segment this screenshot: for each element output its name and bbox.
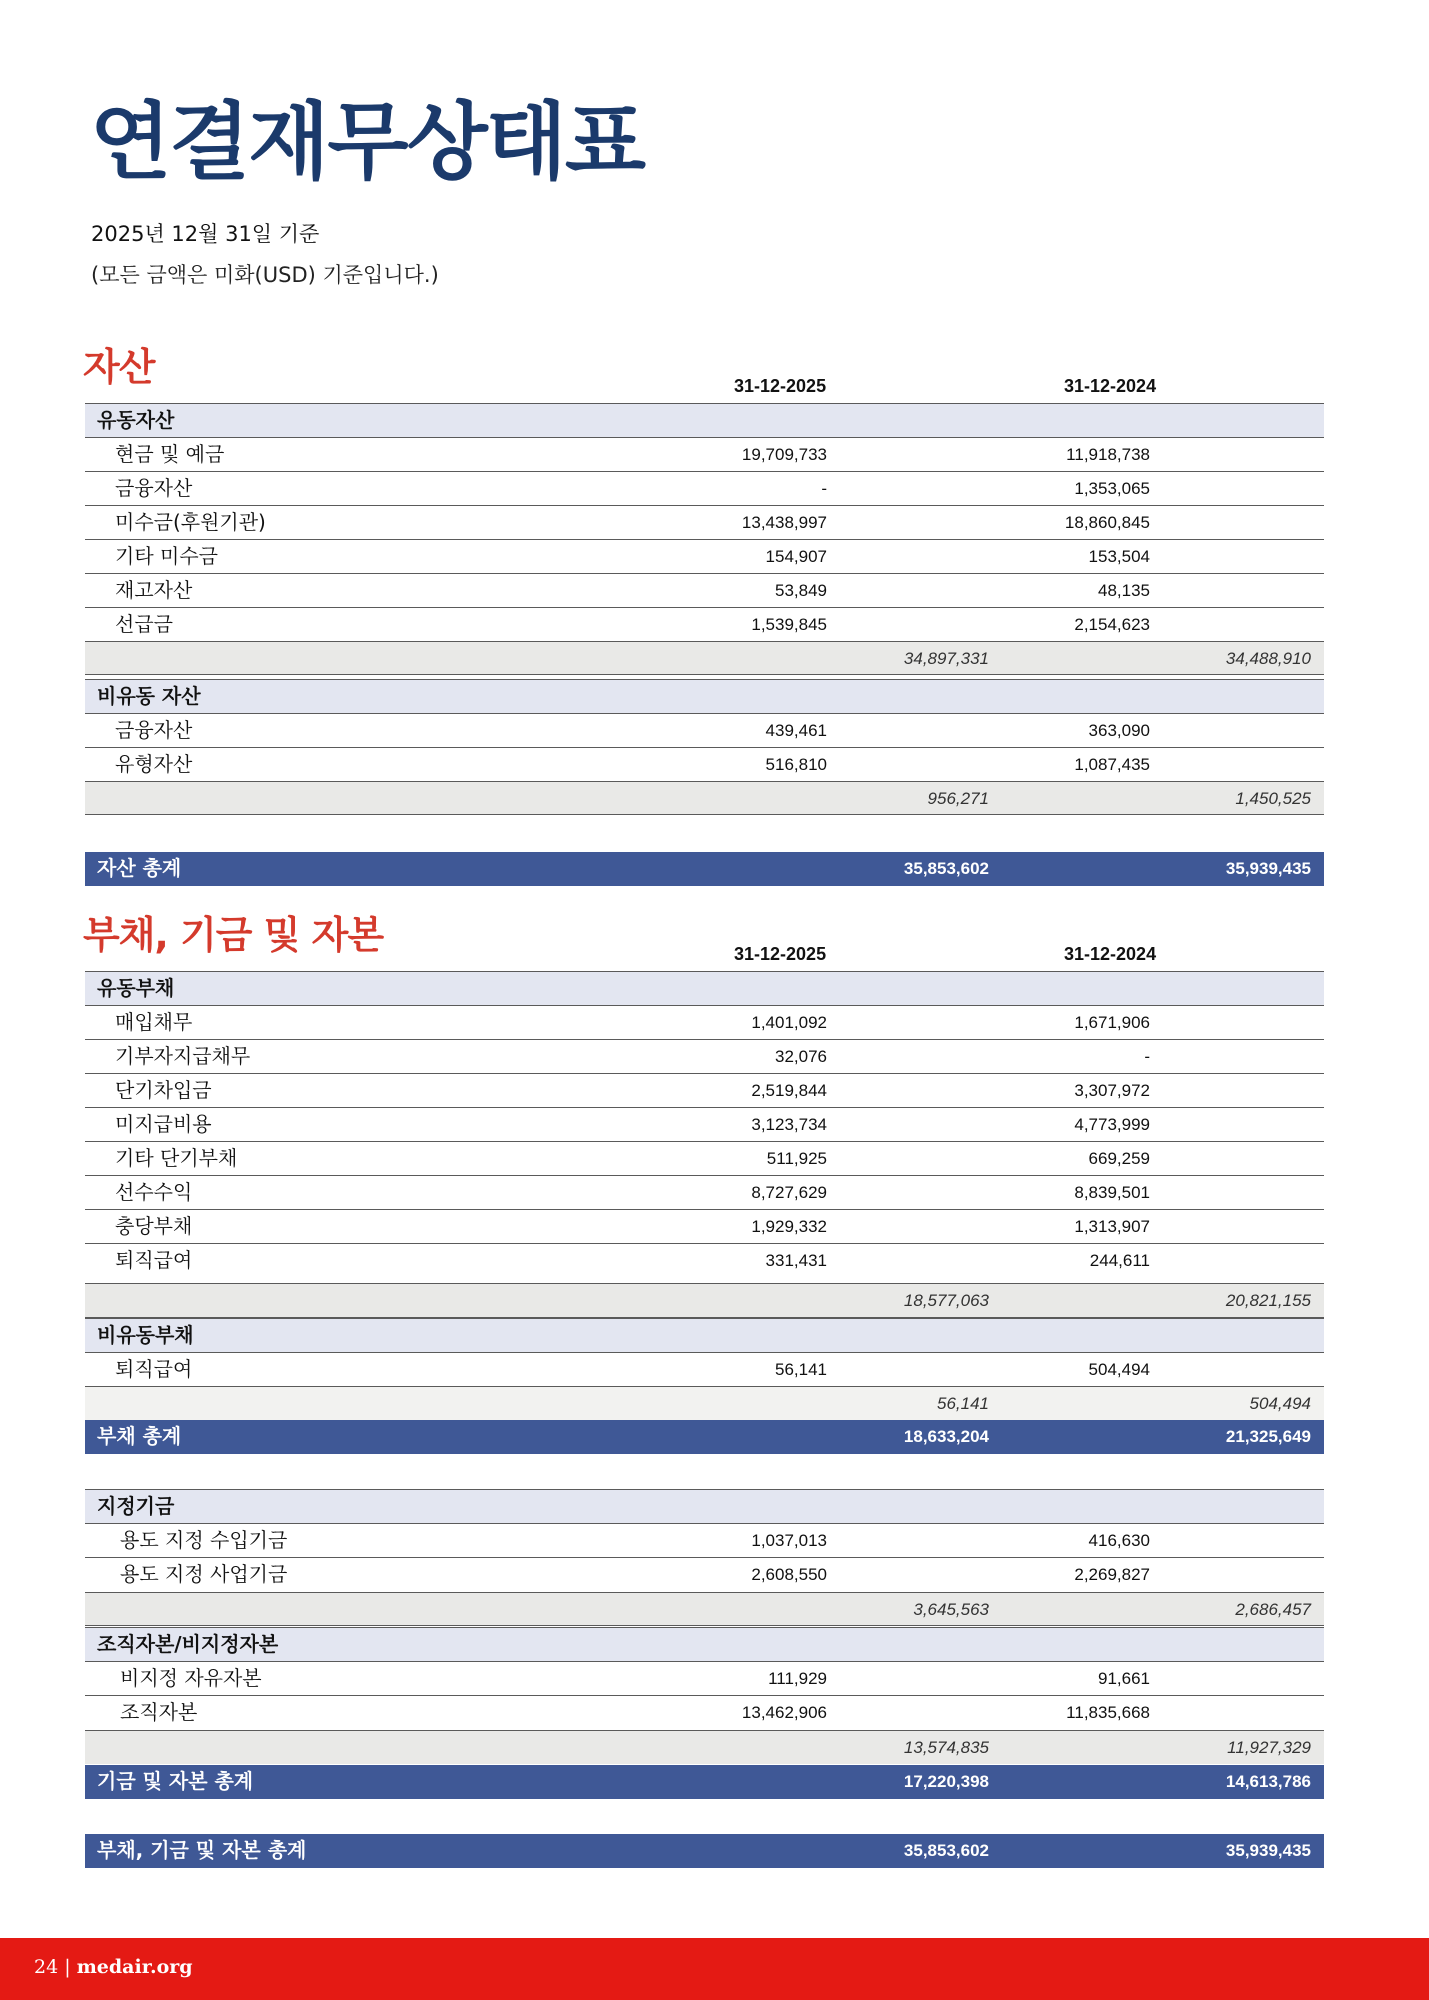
- total-label: 부채, 기금 및 자본 총계: [97, 1838, 307, 1862]
- value-2024: 2,154,623: [1074, 615, 1150, 634]
- value-2025: 516,810: [765, 755, 827, 774]
- subtotal-2024: 2,686,457: [1235, 1600, 1311, 1619]
- value-2024: 669,259: [1088, 1149, 1150, 1168]
- liabilities-heading: 부채, 기금 및 자본: [83, 913, 384, 957]
- table-row: [85, 1141, 1324, 1175]
- row-label: 조직자본: [120, 1700, 198, 1724]
- group-row-designated-funds: [85, 1489, 1324, 1523]
- value-2025: 3,123,734: [751, 1115, 827, 1134]
- row-label: 매입채무: [115, 1010, 193, 1034]
- row-label: 선급금: [115, 612, 173, 636]
- group-row-current-assets: [85, 403, 1324, 437]
- subtotal-row-current-assets: [85, 641, 1324, 675]
- value-2025: 19,709,733: [741, 445, 827, 464]
- row-label: 재고자산: [115, 578, 193, 602]
- value-2025: 511,925: [766, 1149, 827, 1168]
- grand-total-row: [85, 1834, 1324, 1868]
- column-header-2024: 31-12-2024: [1064, 944, 1157, 964]
- value-2024: 11,918,738: [1066, 445, 1150, 464]
- value-2024: 48,135: [1098, 581, 1150, 600]
- value-2025: 331,431: [765, 1251, 827, 1270]
- table-row: [85, 539, 1324, 573]
- subtotal-2025: 56,141: [937, 1394, 989, 1413]
- row-label: 기타 미수금: [115, 544, 218, 568]
- page-number: 24: [34, 1956, 59, 1978]
- value-2025: 32,076: [775, 1047, 827, 1066]
- row-label: 미수금(후원기관): [115, 510, 266, 534]
- value-2025: 1,929,332: [751, 1217, 827, 1236]
- row-label: 미지급비용: [115, 1112, 212, 1136]
- table-row: [85, 1039, 1324, 1073]
- table-row: [85, 1005, 1324, 1039]
- total-2024: 14,613,786: [1225, 1772, 1311, 1791]
- subtotal-2025: 3,645,563: [913, 1600, 989, 1619]
- subtotal-2025: 34,897,331: [903, 649, 989, 668]
- group-label: 지정기금: [97, 1494, 175, 1518]
- total-2025: 35,853,602: [903, 859, 989, 878]
- table-row: [85, 747, 1324, 781]
- subtotal-row-noncurrent-assets: [85, 781, 1324, 815]
- row-label: 용도 지정 사업기금: [120, 1562, 288, 1586]
- value-2025: 8,727,629: [751, 1183, 827, 1202]
- currency-note: (모든 금액은 미화(USD) 기준입니다.): [91, 263, 439, 287]
- total-label: 기금 및 자본 총계: [97, 1769, 254, 1793]
- site-link[interactable]: medair.org: [76, 1956, 193, 1978]
- subtotal-2024: 34,488,910: [1225, 649, 1311, 668]
- row-label: 현금 및 예금: [115, 442, 225, 466]
- group-row-noncurrent-assets: [85, 679, 1324, 713]
- value-2025: 111,929: [768, 1669, 827, 1688]
- row-label: 유형자산: [115, 752, 193, 776]
- total-2025: 17,220,398: [903, 1772, 989, 1791]
- row-label: 기타 단기부채: [115, 1146, 238, 1170]
- table-row: [85, 1695, 1324, 1729]
- table-row: [85, 1352, 1324, 1386]
- value-2024: 363,090: [1088, 721, 1150, 740]
- total-2024: 35,939,435: [1225, 1841, 1311, 1860]
- table-row: [85, 607, 1324, 641]
- column-header-2025: 31-12-2025: [734, 376, 827, 396]
- group-label: 비유동 자산: [97, 684, 201, 708]
- value-2024: 4,773,999: [1074, 1115, 1150, 1134]
- value-2024: 1,353,065: [1074, 479, 1150, 498]
- value-2024: 153,504: [1088, 547, 1150, 566]
- group-row-noncurrent-liabilities: [85, 1318, 1324, 1352]
- value-2024: 1,087,435: [1074, 755, 1150, 774]
- footer-bar: [0, 1938, 1429, 2000]
- total-label: 자산 총계: [97, 856, 182, 880]
- as-of-date: 2025년 12월 31일 기준: [91, 222, 320, 246]
- value-2025: 154,907: [765, 547, 827, 566]
- row-label: 퇴직급여: [115, 1357, 193, 1381]
- row-label: 금융자산: [115, 476, 193, 500]
- value-2024: 504,494: [1088, 1360, 1150, 1379]
- table-row: [85, 437, 1324, 471]
- table-row: [85, 1523, 1324, 1557]
- row-label: 단기차입금: [115, 1078, 212, 1102]
- group-label: 조직자본/비지정자본: [97, 1632, 279, 1656]
- row-label: 충당부채: [115, 1214, 193, 1238]
- table-row: [85, 471, 1324, 505]
- total-row-liabilities: [85, 1420, 1324, 1454]
- table-row: [85, 505, 1324, 539]
- total-2024: 35,939,435: [1225, 859, 1311, 878]
- row-label: 비지정 자유자본: [120, 1666, 262, 1690]
- value-2024: 3,307,972: [1074, 1081, 1150, 1100]
- subtotal-2025: 956,271: [927, 789, 989, 808]
- group-row-current-liabilities: [85, 971, 1324, 1005]
- table-row: [85, 1073, 1324, 1107]
- group-row-capital: [85, 1627, 1324, 1661]
- value-2025: 1,037,013: [751, 1531, 827, 1550]
- footer-separator: |: [64, 1956, 71, 1978]
- column-header-2024: 31-12-2024: [1064, 376, 1157, 396]
- footer-text: [34, 1956, 193, 1978]
- value-2024: 416,630: [1088, 1531, 1150, 1550]
- table-row: [85, 1107, 1324, 1141]
- subtotal-2024: 20,821,155: [1225, 1291, 1311, 1310]
- subtotal-2025: 13,574,835: [903, 1738, 989, 1757]
- subtotal-row-current-liabilities: [85, 1283, 1324, 1318]
- group-label: 유동부채: [97, 976, 175, 1000]
- subtotal-2024: 11,927,329: [1227, 1738, 1311, 1757]
- total-row-funds-capital: [85, 1765, 1324, 1799]
- row-label: 금융자산: [115, 718, 193, 742]
- value-2025: 13,438,997: [741, 513, 827, 532]
- table-row: [85, 1557, 1324, 1591]
- value-2024: 244,611: [1089, 1251, 1150, 1270]
- value-2025: 13,462,906: [741, 1703, 827, 1722]
- value-2025: -: [821, 479, 827, 498]
- group-label: 비유동부채: [97, 1323, 194, 1347]
- value-2024: 1,313,907: [1074, 1217, 1150, 1236]
- subtotal-row-capital: [85, 1730, 1324, 1764]
- subtotal-row-noncurrent-liabilities: [85, 1386, 1324, 1420]
- subtotal-2024: 1,450,525: [1235, 789, 1311, 808]
- value-2025: 2,519,844: [751, 1081, 827, 1100]
- value-2024: 1,671,906: [1074, 1013, 1150, 1032]
- total-2024: 21,325,649: [1225, 1427, 1311, 1446]
- value-2024: -: [1144, 1047, 1150, 1066]
- value-2024: 2,269,827: [1074, 1565, 1150, 1584]
- value-2025: 439,461: [765, 721, 827, 740]
- total-2025: 18,633,204: [903, 1427, 989, 1446]
- table-row: [85, 1661, 1324, 1695]
- total-2025: 35,853,602: [903, 1841, 989, 1860]
- value-2024: 8,839,501: [1074, 1183, 1150, 1202]
- value-2025: 53,849: [775, 581, 827, 600]
- table-row: [85, 573, 1324, 607]
- value-2025: 2,608,550: [751, 1565, 827, 1584]
- row-label: 선수수익: [115, 1180, 193, 1204]
- total-label: 부채 총계: [97, 1424, 182, 1448]
- subtotal-2024: 504,494: [1249, 1394, 1311, 1413]
- row-label: 기부자지급채무: [115, 1044, 251, 1068]
- total-row-assets: [85, 852, 1324, 886]
- value-2025: 1,401,092: [751, 1013, 827, 1032]
- value-2025: 56,141: [775, 1360, 827, 1379]
- row-label: 퇴직급여: [115, 1248, 193, 1272]
- value-2025: 1,539,845: [751, 615, 827, 634]
- page-title: 연결재무상태표: [90, 93, 645, 191]
- subtotal-2025: 18,577,063: [903, 1291, 989, 1310]
- subtotal-row-designated-funds: [85, 1592, 1324, 1626]
- group-label: 유동자산: [97, 408, 175, 432]
- column-header-2025: 31-12-2025: [734, 944, 827, 964]
- row-label: 용도 지정 수입기금: [120, 1528, 288, 1552]
- value-2024: 18,860,845: [1064, 513, 1150, 532]
- table-row: [85, 713, 1324, 747]
- table-row: [85, 1175, 1324, 1209]
- assets-heading: 자산: [83, 345, 155, 389]
- value-2024: 11,835,668: [1066, 1703, 1150, 1722]
- table-row: [85, 1243, 1324, 1277]
- value-2024: 91,661: [1098, 1669, 1150, 1688]
- table-row: [85, 1209, 1324, 1243]
